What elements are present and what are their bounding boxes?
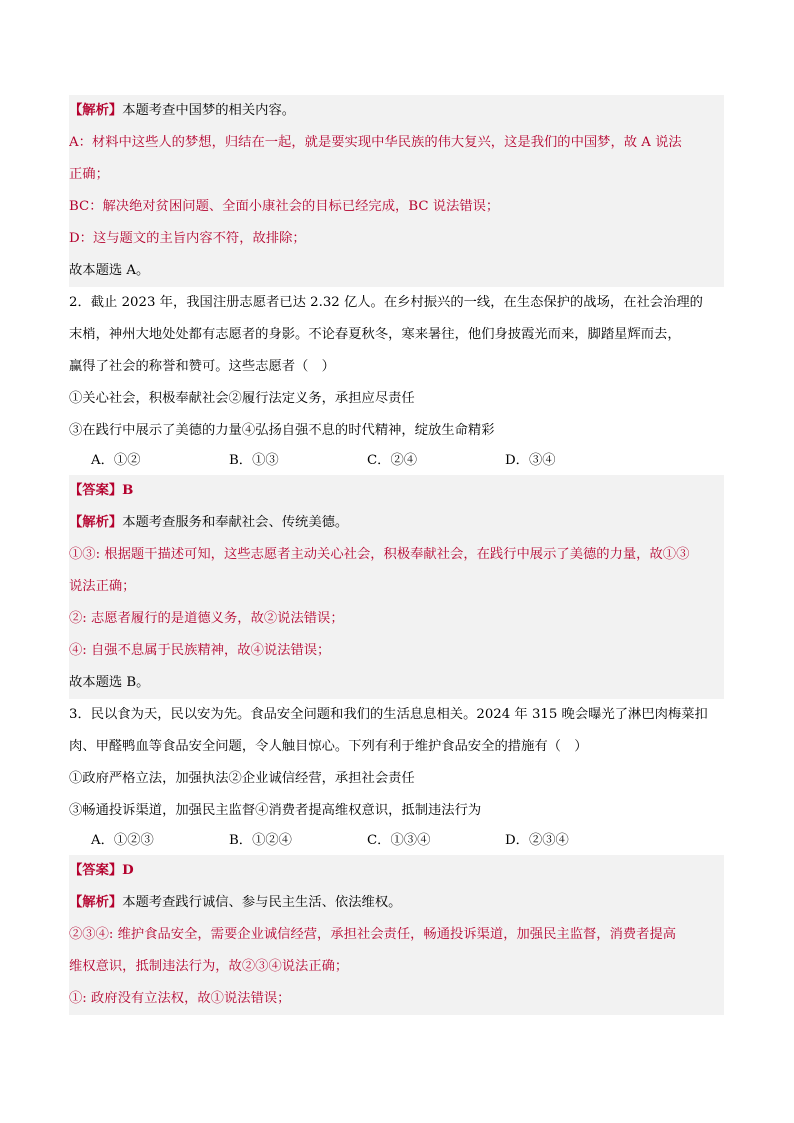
q1-analysis-line: A：材料中这些人的梦想，归结在一起，就是要实现中华民族的伟大复兴，这是我们的中国梦，故 A 说法 bbox=[69, 135, 682, 150]
q3-option-a: A．①②③ bbox=[91, 833, 154, 848]
q2-conclusion: 故本题选 B。 bbox=[69, 675, 150, 690]
q2-option-b: B．①③ bbox=[229, 453, 279, 468]
q3-answer-block bbox=[69, 855, 724, 1015]
q1-conclusion: 故本题选 A。 bbox=[69, 263, 150, 278]
q3-analysis-line: ②③④: 维护食品安全，需要企业诚信经营，承担社会责任，畅通投诉渠道，加强民主监督，消费者提高 bbox=[69, 927, 677, 942]
q2-stem-line: 赢得了社会的称誉和赞可。这些志愿者（ ） bbox=[69, 359, 335, 374]
q3-analysis-line: 维权意识，抵制违法行为，故②③④说法正确； bbox=[69, 959, 349, 974]
analysis-tag: 【解析】 bbox=[69, 515, 123, 530]
q1-analysis-block bbox=[69, 95, 724, 287]
analysis-tag: 【解析】 bbox=[69, 895, 123, 910]
q3-stem-line: 肉、甲醛鸭血等食品安全问题，令人触目惊心。下列有利于维护食品安全的措施有（ ） bbox=[69, 739, 588, 754]
document-page bbox=[69, 95, 724, 1015]
q3-analysis-intro: 【解析】本题考查践行诚信、参与民主生活、依法维权。 bbox=[69, 895, 402, 910]
q2-answer: 【答案】B bbox=[69, 483, 134, 498]
q3-stem-line: 3．民以食为天，民以安为先。食品安全问题和我们的生活息息相关。2024 年 315 晚会曝光了淋巴肉梅菜扣 bbox=[69, 707, 708, 722]
q3-options bbox=[69, 827, 724, 855]
q3-question bbox=[69, 699, 724, 855]
q1-analysis-line: BC：解决绝对贫困问题、全面小康社会的目标已经完成，BC 说法错误； bbox=[69, 199, 500, 214]
q2-options bbox=[69, 447, 724, 475]
q2-statement: ①关心社会，积极奉献社会②履行法定义务，承担应尽责任 bbox=[69, 391, 415, 406]
q1-analysis-intro: 【解析】本题考查中国梦的相关内容。 bbox=[69, 103, 296, 118]
q2-stem-line: 末梢，神州大地处处都有志愿者的身影。不论春夏秋冬，寒来暑往，他们身披霞光而来，脚踏星辉而去， bbox=[69, 327, 681, 342]
q3-analysis-line: ①: 政府没有立法权，故①说法错误； bbox=[69, 991, 291, 1006]
q3-statement: ①政府严格立法，加强执法②企业诚信经营，承担社会责任 bbox=[69, 771, 415, 786]
q2-question bbox=[69, 287, 724, 475]
q2-analysis-line: ④: 自强不息属于民族精神，故④说法错误； bbox=[69, 643, 331, 658]
q3-option-c: C．①③④ bbox=[367, 833, 431, 848]
q1-analysis-line: 正确； bbox=[69, 167, 109, 182]
q2-analysis-line: ②: 志愿者履行的是道德义务，故②说法错误； bbox=[69, 611, 344, 626]
q2-analysis-intro: 【解析】本题考查服务和奉献社会、传统美德。 bbox=[69, 515, 349, 530]
q2-answer-block bbox=[69, 475, 724, 699]
q3-answer: 【答案】D bbox=[69, 863, 134, 878]
q2-option-d: D．③④ bbox=[505, 453, 556, 468]
q2-option-c: C．②④ bbox=[367, 453, 418, 468]
q2-analysis-line: ①③: 根据题干描述可知，这些志愿者主动关心社会，积极奉献社会，在践行中展示了美德的力量，故①③ bbox=[69, 547, 690, 562]
q3-option-d: D．②③④ bbox=[505, 833, 569, 848]
q2-option-a: A．①② bbox=[91, 453, 141, 468]
q3-option-b: B．①②④ bbox=[229, 833, 292, 848]
q2-statement: ③在践行中展示了美德的力量④弘扬自强不息的时代精神，绽放生命精彩 bbox=[69, 423, 495, 438]
q2-analysis-line: 说法正确； bbox=[69, 579, 136, 594]
q2-stem-line: 2．截止 2023 年，我国注册志愿者已达 2.32 亿人。在乡村振兴的一线，在生态保护的战场，在社会治理的 bbox=[69, 295, 703, 310]
q3-statement: ③畅通投诉渠道，加强民主监督④消费者提高维权意识，抵制违法行为 bbox=[69, 803, 482, 818]
analysis-tag: 【解析】 bbox=[69, 103, 123, 118]
q1-analysis-line: D：这与题文的主旨内容不符，故排除； bbox=[69, 231, 306, 246]
